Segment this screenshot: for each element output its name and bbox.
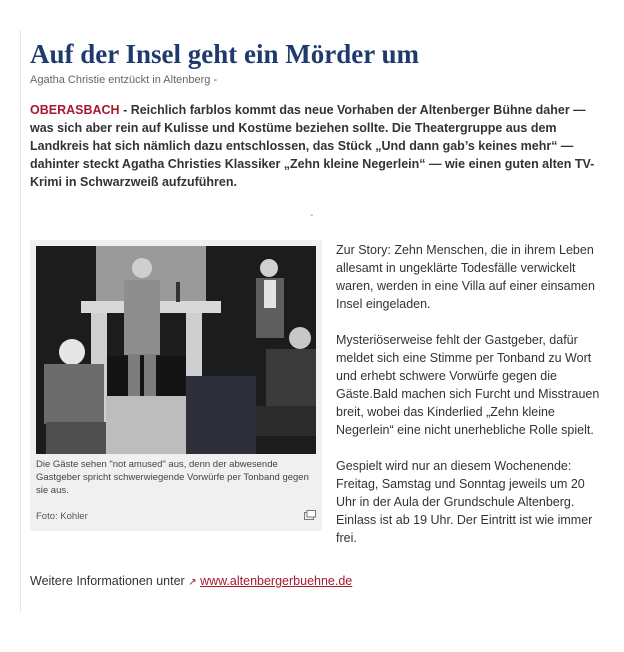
- photo-caption: Die Gäste sehen "not amused" aus, denn der abwesende Gastgeber spricht schwerwiegende Vorwürfe per Tonband gegen sie aus.: [36, 459, 309, 496]
- article-subline: Agatha Christie entzückt in Altenberg -: [30, 74, 218, 86]
- theater-scene-illustration: [36, 246, 316, 454]
- article-body: [336, 241, 600, 565]
- lead-text: - Reichlich farblos kommt das neue Vorhaben der Altenberger Bühne daher — was sich aber rein auf Kulisse und Kostüme beziehen sollte. Die Theatergruppe aus dem Landkreis hat sich nämlich dazu entschlossen, das Stück „Und dann gab’s keines mehr“ — dahinter steckt Agatha Christies Klassiker „Zehn kleine Negerlein“ — wie einen guten alten TV-Krimi in Schwarzweiß aufzuführen.: [30, 103, 595, 189]
- article-lead: [30, 101, 600, 191]
- enlarge-icon[interactable]: [304, 510, 316, 520]
- more-info-label: Weitere Informationen unter: [30, 574, 189, 588]
- photo-credit: Foto: Kohler: [36, 511, 88, 522]
- paragraph-story: Zur Story: Zehn Menschen, die in ihrem Leben allesamt in ungeklärte Todesfälle verwickelt waren, werden in eine Villa auf einer einsamen Insel eingeladen.: [336, 243, 595, 311]
- paragraph-mystery: Mysteriöserweise fehlt der Gastgeber, dafür meldet sich eine Stimme per Tonband zu Wort und erhebt schwere Vorwürfe gegen die Gäste.Bald machen sich Furcht und Misstrauen breit, wobei das Kinderlied „Zehn kleine Negerlein“ eine nicht unerhebliche Rolle spielt.: [336, 333, 600, 437]
- more-info: [30, 572, 352, 592]
- article-figure: [30, 240, 322, 531]
- website-link[interactable]: www.altenbergerbuehne.de: [200, 574, 353, 588]
- article: [30, 38, 600, 588]
- article-title: Auf der Insel geht ein Mörder um: [30, 39, 419, 69]
- article-photo[interactable]: [36, 246, 316, 454]
- separator: -: [310, 210, 314, 221]
- external-link-icon: ↗: [188, 577, 197, 588]
- paragraph-dates: Gespielt wird nur an diesem Wochenende: Freitag, Samstag und Sonntag jeweils um 20 Uhr in der Aula der Grundschule Altenberg. Einlass ist ab 19 Uhr. Der Eintritt ist wie immer frei.: [336, 459, 593, 545]
- left-border: [20, 30, 21, 612]
- dateline-place: OBERASBACH: [30, 103, 120, 117]
